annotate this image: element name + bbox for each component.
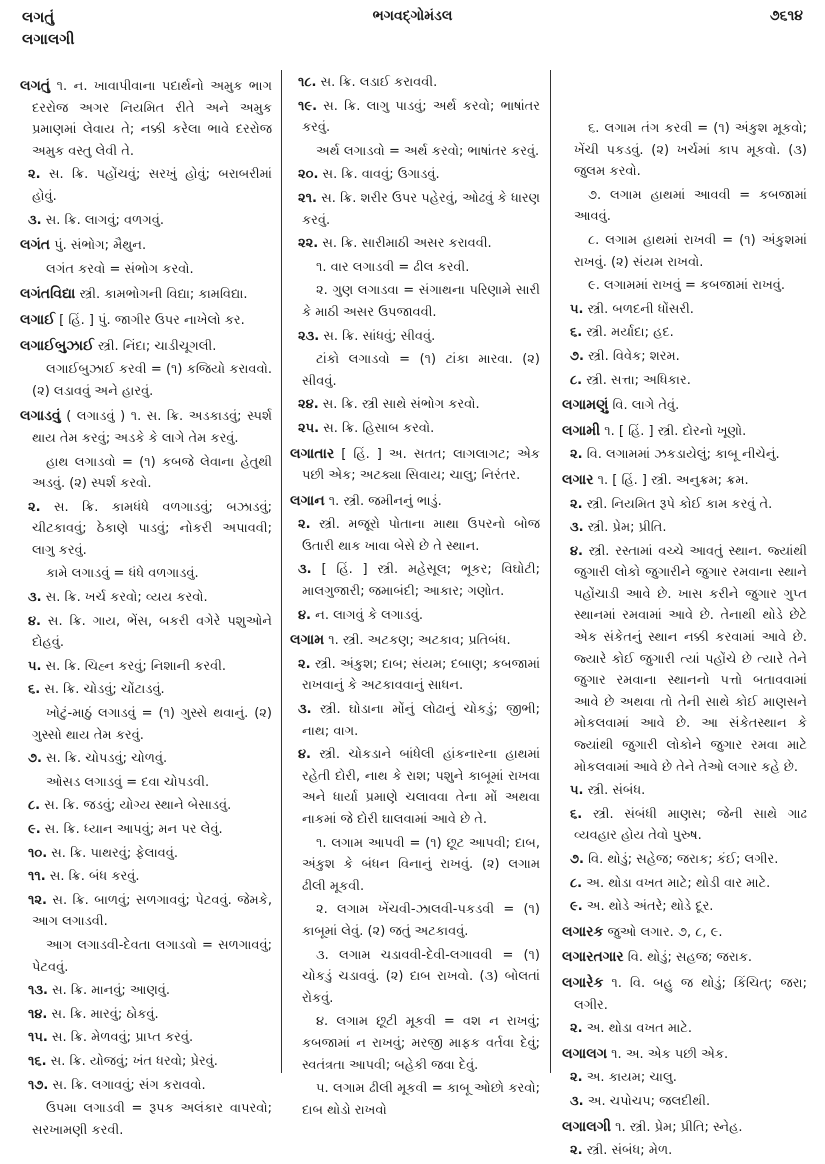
phrase-item [290, 1011, 540, 1076]
definition-text: ૧. સ્ત્રી. અટકણ; અટકાવ; પ્રતિબંધ. [324, 633, 511, 649]
sense-item [562, 804, 807, 847]
definition-text: સ. ક્રિ. મારવું; ઠોકવું. [47, 1006, 159, 1022]
definition-text: સ. ક્રિ. લડાઈ કરાવવી. [316, 75, 438, 90]
definition-text: અ. ચપોચપ; જલદીથી. [583, 1093, 711, 1109]
sense-number: ૬. [570, 325, 583, 341]
sense-item [20, 656, 272, 678]
sense-item [562, 346, 807, 368]
definition-text: સ્ત્રી. ઘોડાના મોંનું લોઢાનું ચોકડું; જીભી; નાથ; વાગ. [302, 702, 540, 739]
definition-text: જુઓ લગાર. ૭, ૮, ૯. [603, 924, 723, 940]
definition-text: સ્ત્રી. સંબંધ; મેળ. [582, 1143, 673, 1159]
sense-item [290, 326, 540, 348]
sense-number: ૯. [28, 822, 41, 837]
definition-text: કામે લગાડવું = ધંધે વળગાડવું. [46, 566, 199, 582]
definition-text: ૪. લગામ છૂટી મૂકવી = વશ ન રાખવું; કબજામાં ન રાખવું; મરજી માફક વર્તવા દેવું; સ્વતંત્રતા આપવી; બહેકી જવા દેવું. [302, 1014, 540, 1073]
definition-text: ૧. સ્ત્રી. જમીનનું ભાડું. [324, 493, 442, 509]
definition-text: સ. ક્રિ. બંધ કરવું. [45, 869, 140, 885]
sense-number: ૨. [570, 447, 583, 463]
headword: લગારેક [562, 974, 604, 991]
definition-text: વિ. લગામમાં ઝકડાયેલું; કાબૂ નીચેનું. [582, 447, 780, 463]
dictionary-entry [562, 421, 807, 443]
definition-text: સ. ક્રિ. ખર્ચ કરવો; વ્યય કરવો. [41, 590, 208, 606]
sense-number: ૬. [570, 806, 583, 822]
sense-number: ૨. [570, 1143, 583, 1159]
sense-item [290, 605, 540, 627]
sense-item [290, 654, 540, 697]
sense-item [20, 611, 272, 654]
definition-text: ૭. લગામ હાથમાં આવવી = કબજામાં આવવું. [574, 187, 807, 225]
sense-number: ૨. [570, 496, 583, 512]
sense-number: ૯. [570, 899, 583, 915]
sense-number: ૪. [298, 747, 311, 763]
sense-number: ૩. [298, 702, 312, 718]
sense-item [20, 866, 272, 888]
sense-item [290, 164, 540, 186]
sense-item [562, 896, 807, 918]
headword: લગામણું [562, 397, 609, 414]
definition-text: સ. ક્રિ. શરીર ઉપર પહેરવું, ઓઢવું કે ધારણ કરવું. [302, 190, 540, 228]
dictionary-entry [562, 1117, 807, 1139]
dictionary-entry [290, 491, 540, 513]
sense-number: ૫. [570, 783, 584, 799]
sense-number: ૨. [298, 517, 311, 533]
sense-number: ૪. [298, 607, 311, 623]
definition-text: સ્ત્રી. મજૂરો પોતાના માથા ઉપરનો બોજ ઉતારી થાક ખાવા બેસે છે તે સ્થાન. [302, 517, 540, 554]
dictionary-entry [290, 444, 540, 487]
phrase-item [562, 185, 807, 228]
sense-item [20, 497, 272, 562]
sense-number: ૨. [570, 1070, 583, 1086]
phrase-item [20, 1098, 272, 1141]
headword: લગાડવું [20, 408, 61, 425]
headword: લગતું [20, 78, 51, 94]
dictionary-entry [20, 406, 272, 449]
sense-item [290, 418, 540, 440]
definition-text: ઉપમા લગાડવી = રૂપક અલંકાર વાપરવો; સરખામણી કરવી. [32, 1101, 272, 1138]
definition-text: સ. ક્રિ. બાળવું; સળગાવવું; પેટવવું. જેમકે, આગ લગાડવી. [32, 892, 272, 930]
definition-text: સ. ક્રિ. ચોપડવું; ચોળવું. [41, 751, 168, 767]
phrase-item [290, 280, 540, 323]
definition-text: અ. થોડા વખત માટે. [582, 1021, 692, 1037]
definition-text: સ્ત્રી. વિવેક; શરમ. [583, 348, 680, 364]
definition-text: સ. ક્રિ. ધ્યાન આપવું; મન પર લેવું. [40, 822, 223, 837]
sense-item [290, 72, 540, 94]
sense-item [290, 188, 540, 231]
sense-number: ૮. [28, 798, 41, 814]
phrase-item [20, 359, 272, 402]
column-2 [290, 72, 540, 1123]
sense-item [562, 517, 807, 539]
guide-word-first: લગતું [22, 8, 55, 26]
dictionary-entry [562, 470, 807, 492]
definition-text: લગંત કરવો = સંભોગ કરવો. [46, 261, 194, 277]
definition-text: પું. સંભોગ; મૈથુન. [50, 238, 147, 254]
sense-number: ૮. [570, 875, 583, 891]
definition-text: સ્ત્રી. નિંદા; ચાડીચૂગલી. [93, 338, 217, 354]
phrase-item [20, 703, 272, 746]
sense-number: ૫. [570, 301, 584, 317]
dictionary-entry [562, 973, 807, 1016]
sense-item [562, 1018, 807, 1040]
sense-item [290, 233, 540, 255]
sense-number: ૩. [28, 212, 42, 228]
definition-text: સ્ત્રી. કામભોગની વિદ્યા; કામવિદ્યા. [75, 287, 248, 303]
definition-text: ઓસડ લગાડવું = દવા ચોપડવી. [46, 774, 210, 790]
definition-text: લગાઈબુઝાઈ કરવી = (૧) કજિયો કરાવવો. (૨) લડાવવું અને હારવું. [32, 362, 272, 399]
definition-text: સ્ત્રી. અંકુશ; દાબ; સંયમ; દબાણ; કબજામાં રાખવાનું કે અટકાવવાનું સાધન. [302, 656, 540, 694]
sense-item [562, 299, 807, 321]
phrase-item [20, 563, 272, 585]
definition-text: સ્ત્રી. સંબંધ. [583, 783, 646, 799]
sense-number: ૩. [570, 520, 584, 536]
page-title: ભગવદ્ગોમંડલ [372, 8, 453, 24]
sense-item [20, 1004, 272, 1026]
phrase-item [290, 141, 540, 163]
phrase-item [562, 230, 807, 273]
headword: લગામ [290, 632, 325, 649]
definition-text: ૧. લગામ આપવી = (૧) છૂટ આપવી; દાબ, અંકુશ કે બંધન વિનાનું રાખવું. (૨) લગામ ઢીલી મૂકવી. [302, 835, 540, 894]
definition-text: [ હિં. ] સ્ત્રી. મહેસૂલ; ભૂકર; વિઘોટી; માલગુજારી; જમાબંદી; આકાર; ગણોત. [302, 562, 540, 600]
definition-text: અર્થ લગાડવો = અર્થ કરવો; ભાષાંતર કરવું. [316, 143, 540, 159]
phrase-item [20, 452, 272, 495]
sense-item [20, 748, 272, 770]
dictionary-entry [562, 395, 807, 417]
sense-number: ૪. [28, 613, 41, 629]
definition-text: સ. ક્રિ. સાંધવું; સીવવું. [319, 328, 436, 344]
dictionary-entry [20, 310, 272, 332]
dictionary-entry [20, 235, 272, 257]
sense-number: ૫. [28, 658, 42, 674]
sense-number: ૧૯. [298, 98, 318, 114]
definition-text: વિ. લાગે તેવું. [608, 398, 680, 414]
sense-number: ૭. [570, 348, 584, 364]
definition-text: ૩. લગામ ચડાવવી-દેવી-લગાવવી = (૧) ચોકડું ચડાવવું. (૨) દાબ રાખવો. (૩) બોલતાં રોકવું. [302, 947, 540, 1006]
definition-text: સ્ત્રી. ચોકડાને બાંધેલી હાંકનારના હાથમાં રહેતી દોરી, નાથ કે રાશ; પશુને કાબૂમાં રાખવા અને ધાર્યા પ્રમાણે ચલાવવા તેના મોં અથવા નાકમાં જે દોરી ઘાલવામાં આવે છે તે. [302, 747, 540, 827]
definition-text: ૧. ન. ખાવાપીવાના પદાર્થનો અમુક ભાગ દરરોજ અગર નિયમિત રીતે અને અમુક પ્રમાણમાં લેવાય તે; નક્કી કરેલા ભાવે દરરોજ અમુક વસ્તુ લેવી તે. [32, 79, 272, 159]
sense-number: ૪. [570, 543, 583, 559]
dictionary-entry [290, 630, 540, 652]
definition-text: સ્ત્રી. રસ્તામાં વચ્ચે આવતું સ્થાન. જ્યાંથી જુગારી લોકો જુગારીને જુગાર રમવાના સ્થાને પહોંચાડી આવે છે. ખાસ કરીને જુગાર ગુપ્ત સ્થાનમાં રમવામાં આવે છે. તેનાથી થોડે છેટે એક સંકેતનું સ્થાન નક્કી કરવામાં આવે છે. જ્યારે કોઈ જુગારી ત્યાં પહોંચે છે ત્યારે તેને જુગાર રમવાના સ્થાનનો પત્તો બતાવવામાં આવે છે અથવા તો તેની સાથે કોઈ માણસને મોકલવામાં આવે છે. આ સંકેતસ્થાન કે જ્યાંથી જુગારી લોકોને જુગાર રમવા માટે મોકલવામાં આવે છે તેને તેઓ લગાર કહે છે. [574, 543, 807, 775]
sense-number: ૨. [570, 1021, 583, 1037]
sense-item [290, 699, 540, 742]
definition-text: સ્ત્રી. બળદની ધોંસરી. [583, 301, 694, 317]
definition-text: સ. ક્રિ. ચોડવું; ચોંટાડવું. [40, 682, 165, 698]
sense-item [20, 980, 272, 1002]
sense-item [562, 541, 807, 779]
headword: લગાઈ [20, 311, 56, 328]
sense-item [20, 795, 272, 817]
sense-number: ૧૮. [298, 75, 317, 90]
definition-text: સ. ક્રિ. યોજવું; ખંત ધરવો; પ્રેરવું. [46, 1053, 218, 1069]
headword: લગાલગી [562, 1118, 612, 1135]
definition-text: સ. ક્રિ. મેળવવું; પ્રાપ્ત કરવું. [47, 1030, 194, 1046]
dictionary-entry [20, 336, 272, 358]
sense-item [562, 780, 807, 802]
definition-text: સ. ક્રિ. વાવવું; ઉગાડવું. [318, 167, 440, 183]
sense-number: ૮. [570, 372, 583, 388]
definition-text: અ. થોડા વખત માટે; થોડી વાર માટે. [582, 875, 771, 891]
definition-text: સ. ક્રિ. ચિહ્ન કરવું; નિશાની કરવી. [41, 658, 227, 674]
sense-item [290, 96, 540, 139]
definition-text: ૨. ગુણ લગાડવા = સંગાથના પરિણામે સારી કે માઠી અસર ઉપજાવવી. [302, 283, 540, 320]
sense-item [562, 1067, 807, 1089]
sense-number: ૧૭. [28, 1077, 49, 1093]
sense-item [290, 559, 540, 602]
sense-item [290, 514, 540, 557]
definition-text: સ. ક્રિ. લાગુ પાડવું; અર્થ કરવો; ભાષાંતર કરવું. [302, 98, 540, 136]
column-3 [562, 118, 807, 1164]
dictionary-entry [20, 76, 272, 162]
sense-number: ૨૦. [298, 167, 319, 183]
sense-item [20, 587, 272, 609]
sense-number: ૧૦. [28, 845, 48, 861]
headword: લગારતગાર [562, 949, 624, 966]
definition-text: ૧. [ હિં. ] સ્ત્રી. દોરનો ખૂણો. [600, 423, 747, 439]
dictionary-entry [20, 284, 272, 306]
sense-item [290, 394, 540, 416]
headword: લગામી [562, 422, 601, 439]
sense-number: ૨૩. [298, 328, 320, 344]
definition-text: ન. લાગવું કે લગાડવું. [311, 607, 423, 623]
sense-item [20, 210, 272, 232]
sense-item [20, 890, 272, 933]
phrase-item [290, 349, 540, 392]
definition-text: [ હિં. ] પું. જાગીર ઉપર નાખેલો કર. [55, 312, 245, 328]
headword: લગારક [562, 923, 604, 940]
definition-text: ૮. લગામ હાથમાં રાખવી = (૧) અંકુશમાં રાખવું. (૨) સંયમ રાખવો. [574, 232, 807, 270]
dictionary-entry [562, 922, 807, 944]
definition-text: સ. ક્રિ. કામધંધે વળગાડવું; બઝાડવું; ચીટકાવવું; ઠેકાણે પાડવું; નોકરી અપાવવી; લાગુ કરવું. [32, 499, 272, 558]
sense-number: ૧૫. [28, 1030, 48, 1046]
sense-item [20, 843, 272, 865]
sense-number: ૨. [28, 167, 41, 183]
definition-text: સ. ક્રિ. લાગવું; વળગવું. [41, 212, 164, 228]
page-number: ૭૬૧૪ [769, 8, 803, 24]
definition-text: ૯. લગામમાં રાખવું = કબજામાં રાખવું. [588, 278, 785, 294]
definition-text: ( લગાડવું ) ૧. સ. ક્રિ. અડકાડવું; સ્પર્શ થાય તેમ કરવું; અડકે કે લાગે તેમ કરવું. [32, 409, 272, 446]
sense-item [562, 444, 807, 466]
phrase-item [290, 945, 540, 1010]
definition-text: સ. ક્રિ. સારીમાઠી અસર કરાવવી. [318, 236, 492, 252]
sense-number: ૨૫. [298, 420, 320, 436]
definition-text: સ્ત્રી. સંબંધી માણસ; જેની સાથે ગાઢ વ્યવહાર હોય તેવો પુરુષ. [574, 806, 807, 844]
sense-number: ૨૧. [298, 190, 317, 206]
definition-text: ૧. [ હિં. ] સ્ત્રી. અનુક્રમ; ક્રમ. [593, 472, 749, 488]
headword: લગાન [290, 492, 325, 509]
headword: લગંત [20, 237, 51, 254]
dictionary-entry [562, 947, 807, 969]
definition-text: સ. ક્રિ. લગાવવું; સંગ કરાવવો. [48, 1077, 206, 1093]
definition-text: ૬. લગામ તંગ કરવી = (૧) અંકુશ મૂકવો; ખેંચી પકડવું. (૨) ખર્ચમાં કાપ મૂકવો. (૩) જુલમ કરવો. [574, 121, 807, 180]
definition-text: ટાંકો લગાડવો = (૧) ટાંકા મારવા. (૨) સીવવું. [302, 352, 540, 389]
phrase-item [20, 259, 272, 281]
definition-text: ૧. વિ. બહુ જ થોડું; કિંચિત્; જરા; લગીર. [574, 975, 807, 1013]
definition-text: અ. કાયમ; ચાલુ. [582, 1070, 677, 1086]
sense-number: ૩. [570, 1093, 584, 1109]
headword: લગાલગ [562, 1045, 608, 1062]
sense-number: ૨. [28, 499, 41, 515]
headword: લગંતવિદ્યા [20, 286, 76, 303]
sense-number: ૧૩. [28, 983, 48, 999]
phrase-item [290, 257, 540, 279]
phrase-item [290, 899, 540, 942]
sense-number: ૨૪. [298, 397, 319, 413]
phrase-item [290, 1078, 540, 1121]
definition-text: હાથ લગાડવો = (૧) કબજે લેવાના હેતુથી અડવું. (૨) સ્પર્શ કરવો. [32, 454, 272, 492]
definition-text: [ હિં. ] અ. સતત; લાગલાગટ; એક પછી એક; અટક્યા સિવાય; ચાલુ; નિરંતર. [302, 446, 540, 484]
headword: લગાર [562, 471, 594, 488]
sense-number: ૩. [298, 562, 312, 578]
phrase-item [562, 118, 807, 183]
sense-number: ૧૨. [28, 892, 47, 908]
column-1 [20, 72, 272, 1143]
definition-text: ૧. અ. એક પછી એક. [607, 1046, 729, 1062]
sense-number: ૧૪. [28, 1006, 48, 1022]
sense-item [562, 873, 807, 895]
sense-item [20, 1051, 272, 1073]
definition-text: સ. ક્રિ. પાથરવું; ફેલાવવું. [47, 845, 178, 861]
sense-number: ૭. [570, 852, 584, 867]
definition-text: સ. ક્રિ. સ્ત્રી સાથે સંભોગ કરવો. [318, 397, 480, 413]
sense-number: ૭. [28, 751, 42, 767]
sense-item [562, 1140, 807, 1162]
dictionary-entry [562, 1044, 807, 1066]
phrase-item [290, 833, 540, 898]
definition-text: સ. ક્રિ. જડવું; યોગ્ય સ્થાને બેસાડવું. [40, 798, 232, 814]
sense-item [562, 494, 807, 516]
definition-text: ૧. વાર લગાડવી = ઢીલ કરવી. [316, 259, 470, 275]
phrase-item [20, 935, 272, 978]
definition-text: સ. ક્રિ. હિસાબ કરવો. [319, 420, 435, 436]
sense-item [562, 370, 807, 392]
phrase-item [562, 275, 807, 297]
definition-text: સ્ત્રી. મર્યાદા; હદ. [582, 325, 674, 341]
definition-text: અ. થોડે અંતરે; થોડે દૂર. [582, 899, 714, 915]
sense-item [20, 1075, 272, 1097]
sense-item [20, 1027, 272, 1049]
definition-text: આગ લગાડવી-દેવતા લગાડવો = સળગાવવું; પેટવવું. [32, 937, 272, 975]
definition-text: ૧. સ્ત્રી. પ્રેમ; પ્રીતિ; સ્નેહ. [611, 1119, 743, 1135]
column-divider [281, 70, 282, 1073]
headword: લગાઈબુઝાઈ [20, 337, 94, 354]
definition-text: ૨. લગામ ખેંચવી-ઝાલવી-પકડવી = (૧) કાબૂમાં લેવું. (૨) જતું અટકાવવું. [302, 902, 540, 939]
sense-number: ૬. [28, 682, 41, 698]
definition-text: સ્ત્રી. સત્તા; અધિકાર. [582, 372, 691, 388]
phrase-item [20, 772, 272, 794]
definition-text: સ. ક્રિ. ગાય, ભેંસ, બકરી વગેરે પશુઓને દોહવું. [32, 613, 272, 651]
sense-item [20, 164, 272, 207]
sense-item [20, 819, 272, 841]
sense-item [20, 679, 272, 701]
column-divider [550, 70, 551, 1073]
sense-number: ૧૬. [28, 1053, 47, 1069]
sense-number: ૨. [298, 656, 311, 672]
definition-text: ૫. લગામ ઢીલી મૂકવી = કાબૂ ઓછો કરવો; દાબ થોડો રાખવો [302, 1081, 540, 1118]
definition-text: સ્ત્રી. પ્રેમ; પ્રીતિ. [583, 520, 667, 536]
definition-text: ખોટું-માઠું લગાડવું = (૧) ગુસ્સે થવાનું. (૨) ગુસ્સો થાય તેમ કરવું. [32, 706, 272, 743]
sense-item [562, 322, 807, 344]
sense-number: ૧૧. [28, 869, 46, 885]
sense-item [562, 849, 807, 871]
definition-text: વિ. થોડું; સહેજ; જરાક; કંઈ; લગીર. [583, 852, 779, 867]
sense-item [562, 1091, 807, 1113]
sense-number: ૩. [28, 590, 42, 606]
sense-item [290, 744, 540, 830]
definition-text: સ્ત્રી. નિયમિત રૂપે કોઈ કામ કરવું તે. [582, 496, 773, 512]
sense-number: ૨૨. [298, 236, 319, 252]
headword: લગાતાર [290, 445, 335, 462]
guide-word-last: લગાલગી [22, 30, 75, 48]
definition-text: વિ. થોડું; સહજ; જરાક. [623, 950, 753, 966]
definition-text: સ. ક્રિ. માનવું; આણવું. [47, 983, 171, 999]
definition-text: સ. ક્રિ. પહોંચવું; સરખું હોવું; બરાબરીમાં હોવું. [32, 167, 272, 204]
